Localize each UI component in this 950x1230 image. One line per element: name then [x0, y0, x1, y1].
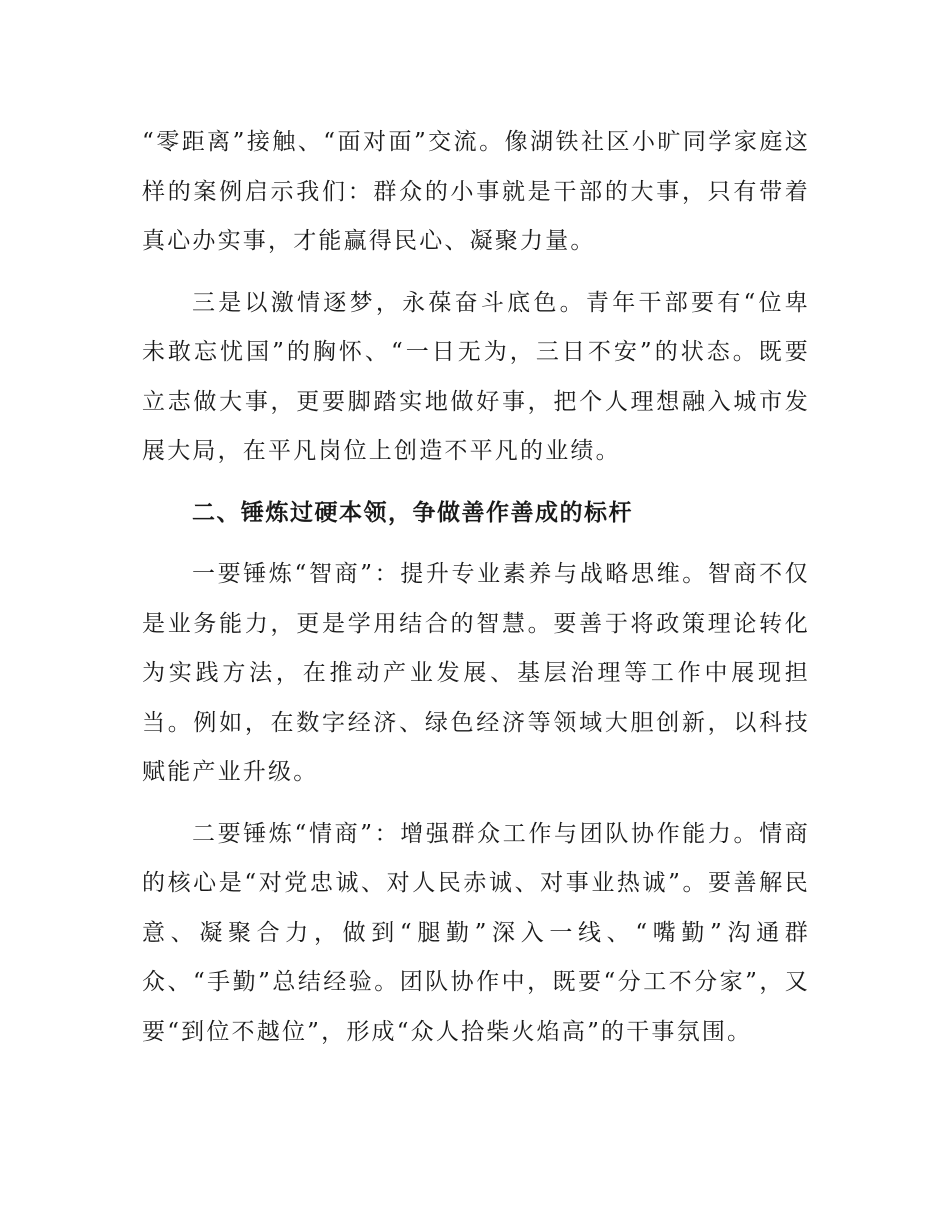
document-page [142, 118, 810, 1069]
paragraph-iq: 一要锤炼“智商”：提升专业素养与战略思维。智商不仅是业务能力，更是学用结合的智慧。要善于将政策理论转化为实践方法，在推动产业发展、基层治理等工作中展现担当。例如，在数字经济、绿色经济等领域大胆创新，以科技赋能产业升级。 [142, 561, 810, 785]
paragraph-continuation: “零距离”接触、“面对面”交流。像湖铁社区小旷同学家庭这样的案例启示我们：群众的小事就是干部的大事，只有带着真心办实事，才能赢得民心、凝聚力量。 [142, 129, 810, 254]
paragraph-three-passion: 三是以激情逐梦，永葆奋斗底色。青年干部要有“位卑未敢忘忧国”的胸怀、“一日无为，三日不安”的状态。既要立志做大事，更要脚踏实地做好事，把个人理想融入城市发展大局，在平凡岗位上创造不平凡的业绩。 [142, 289, 810, 464]
paragraph-eq: 二要锤炼“情商”：增强群众工作与团队协作能力。情商的核心是“对党忠诚、对人民赤诚、对事业热诚”。要善解民意、凝聚合力，做到“腿勤”深入一线、“嘴勤”沟通群众、“手勤”总结经验。团队协作中，既要“分工不分家”，又要“到位不越位”，形成“众人拾柴火焰高”的干事氛围。 [142, 820, 810, 1045]
section-heading-two: 二、锤炼过硬本领，争做善作善成的标杆 [192, 499, 633, 526]
